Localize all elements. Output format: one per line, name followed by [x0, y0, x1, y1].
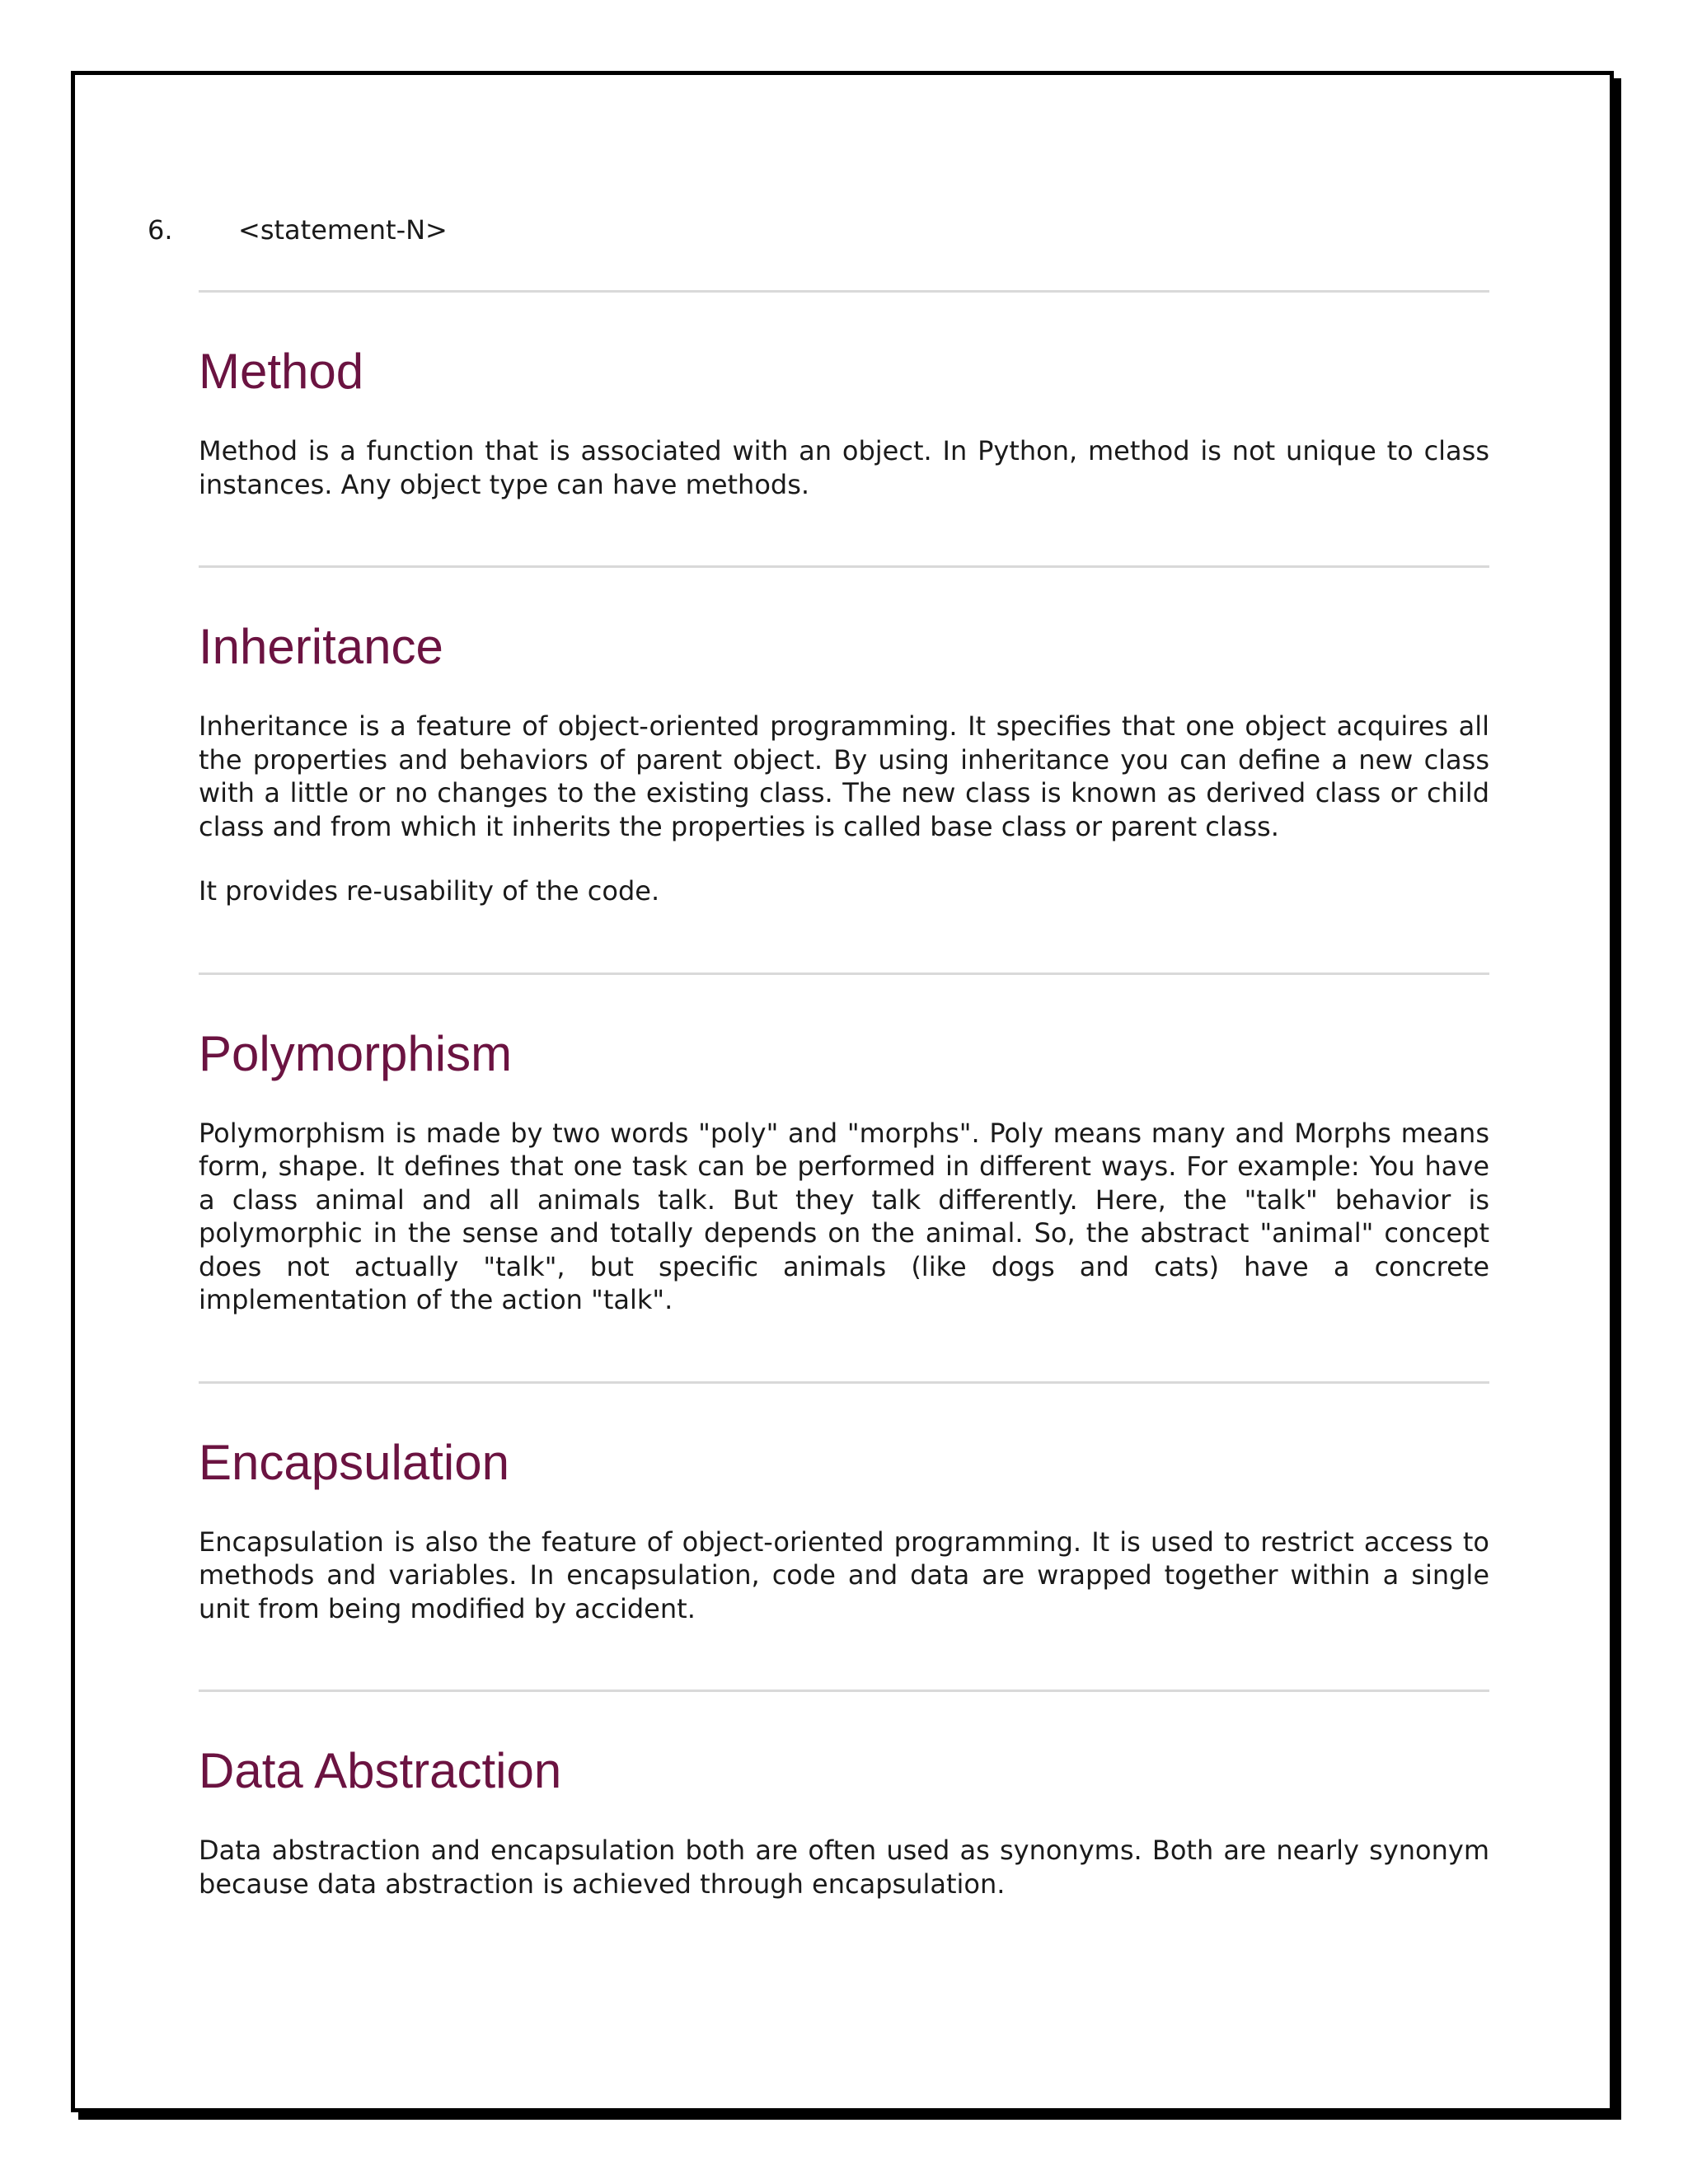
section-method [199, 342, 1489, 565]
section-divider [199, 972, 1489, 975]
list-item-text: <statement-N> [238, 214, 448, 246]
section-heading: Polymorphism [199, 1025, 513, 1081]
section-divider [199, 1381, 1489, 1384]
section-polymorphism [199, 1024, 1489, 1381]
section-paragraph: Method is a function that is associated with an object. In Python, method is not unique to class instances. Any object type can have methods. [199, 435, 1489, 500]
section-heading: Method [199, 344, 364, 399]
section-paragraph: Encapsulation is also the feature of object-oriented programming. It is used to restrict access to methods and variables. In encapsulation, code and data are wrapped together within a single unit from being modified by accident. [199, 1526, 1489, 1624]
document-body [199, 290, 1489, 1965]
list-item-number: 6. [148, 214, 173, 246]
section-heading: Encapsulation [199, 1434, 509, 1490]
section-paragraph: It provides re-usability of the code. [199, 875, 660, 907]
section-divider [199, 1690, 1489, 1692]
list-item [148, 213, 448, 246]
section-heading: Inheritance [199, 619, 443, 674]
section-inheritance [199, 617, 1489, 972]
section-paragraph: Data abstraction and encapsulation both are often used as synonyms. Both are nearly synonym because data abstraction is achieved through encapsulation. [199, 1835, 1489, 1900]
section-encapsulation [199, 1433, 1489, 1690]
section-paragraph: Inheritance is a feature of object-oriented programming. It specifies that one object acquires all the properties and behaviors of parent object. By using inheritance you can define a new class with a little or no changes to the existing class. The new class is known as derived class or child class and from which it inherits the properties is called base class or parent class. [199, 710, 1489, 842]
section-divider [199, 565, 1489, 568]
section-divider [199, 290, 1489, 293]
section-paragraph: Polymorphism is made by two words "poly" and "morphs". Poly means many and Morphs means form, shape. It defines that one task can be performed in different ways. For example: You have a class animal and all animals talk. But they talk differently. Here, the "talk" behavior is polymorphic in the sense and totally depends on the animal. So, the abstract "animal" concept does not actually "talk", but specific animals (like dogs and cats) have a concrete implementation of the action "talk". [199, 1117, 1489, 1315]
section-data-abstraction [199, 1741, 1489, 1965]
section-heading: Data Abstraction [199, 1743, 562, 1798]
